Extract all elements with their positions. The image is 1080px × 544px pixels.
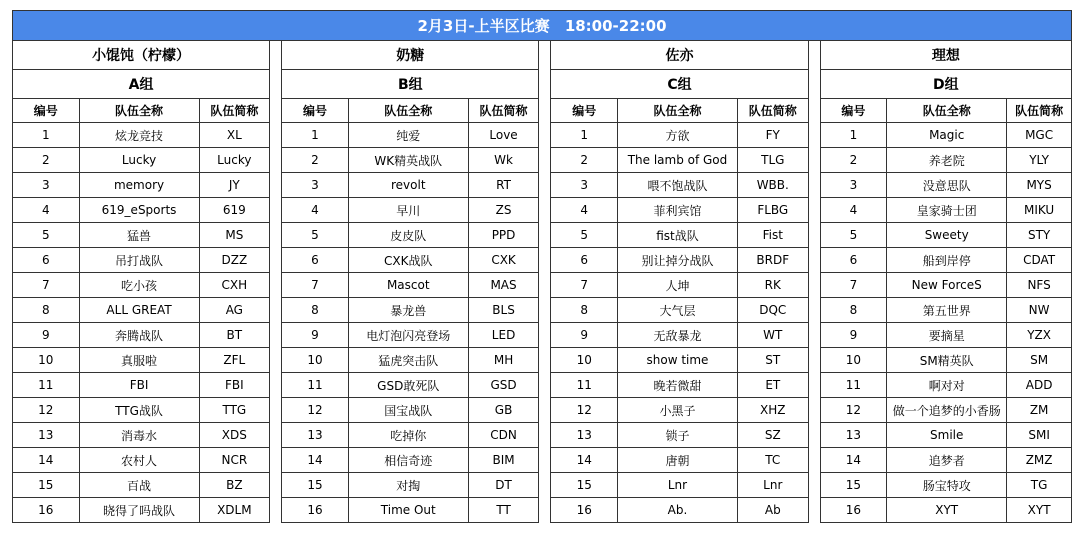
group-separator: [539, 423, 551, 448]
schedule-body: [13, 11, 1072, 523]
team-number: 8: [13, 298, 80, 323]
team-full-name: 皮皮队: [348, 223, 468, 248]
group-separator: [539, 448, 551, 473]
table-row: [13, 423, 1072, 448]
team-number: 4: [551, 198, 618, 223]
team-short-name: BLS: [468, 298, 539, 323]
group-separator: [808, 398, 820, 423]
group-separator: [808, 298, 820, 323]
group-separator: [808, 323, 820, 348]
column-header-row: [13, 99, 1072, 123]
team-short-name: STY: [1007, 223, 1072, 248]
team-full-name: memory: [79, 173, 199, 198]
team-number: 15: [820, 473, 887, 498]
group-owner: 小馄饨（柠檬）: [13, 41, 270, 70]
group-name: A组: [13, 70, 270, 99]
team-full-name: 大气层: [617, 298, 737, 323]
team-short-name: MGC: [1007, 123, 1072, 148]
team-short-name: XDLM: [199, 498, 270, 523]
team-short-name: ST: [737, 348, 808, 373]
team-number: 6: [820, 248, 887, 273]
team-short-name: NCR: [199, 448, 270, 473]
team-short-name: Fist: [737, 223, 808, 248]
title-row: [13, 11, 1072, 41]
team-full-name: 第五世界: [887, 298, 1007, 323]
group-separator: [539, 298, 551, 323]
team-number: 10: [820, 348, 887, 373]
table-row: [13, 348, 1072, 373]
team-full-name: 晚若微甜: [617, 373, 737, 398]
group-separator: [270, 198, 282, 223]
team-number: 6: [282, 248, 349, 273]
team-short-name: TT: [468, 498, 539, 523]
group-separator: [808, 423, 820, 448]
group-separator: [270, 498, 282, 523]
team-number: 1: [13, 123, 80, 148]
team-number: 12: [13, 398, 80, 423]
team-full-name: 619_eSports: [79, 198, 199, 223]
team-number: 11: [551, 373, 618, 398]
team-short-name: LED: [468, 323, 539, 348]
schedule-table: [12, 10, 1072, 523]
team-number: 6: [13, 248, 80, 273]
team-number: 3: [820, 173, 887, 198]
team-full-name: CXK战队: [348, 248, 468, 273]
team-full-name: 猛兽: [79, 223, 199, 248]
team-short-name: GSD: [468, 373, 539, 398]
team-short-name: MAS: [468, 273, 539, 298]
team-full-name: 国宝战队: [348, 398, 468, 423]
group-name: B组: [282, 70, 539, 99]
team-full-name: 奔腾战队: [79, 323, 199, 348]
team-short-name: RT: [468, 173, 539, 198]
team-full-name: GSD敢死队: [348, 373, 468, 398]
team-short-name: ZMZ: [1007, 448, 1072, 473]
team-number: 13: [551, 423, 618, 448]
team-number: 6: [551, 248, 618, 273]
team-full-name: 早川: [348, 198, 468, 223]
group-separator: [270, 99, 282, 123]
group-separator: [808, 223, 820, 248]
team-short-name: RK: [737, 273, 808, 298]
team-full-name: 吃掉你: [348, 423, 468, 448]
team-number: 3: [551, 173, 618, 198]
team-full-name: 锁子: [617, 423, 737, 448]
team-number: 2: [282, 148, 349, 173]
table-row: [13, 148, 1072, 173]
team-number: 2: [551, 148, 618, 173]
team-short-name: FLBG: [737, 198, 808, 223]
team-number: 10: [13, 348, 80, 373]
group-separator: [808, 41, 820, 70]
team-short-name: TLG: [737, 148, 808, 173]
team-full-name: 做一个追梦的小香肠: [887, 398, 1007, 423]
team-short-name: Ab: [737, 498, 808, 523]
team-short-name: ZS: [468, 198, 539, 223]
team-short-name: XHZ: [737, 398, 808, 423]
group-separator: [539, 41, 551, 70]
group-separator: [270, 148, 282, 173]
column-header-number: 编号: [282, 99, 349, 123]
team-short-name: ZFL: [199, 348, 270, 373]
table-row: [13, 373, 1072, 398]
column-header-number: 编号: [820, 99, 887, 123]
team-number: 13: [13, 423, 80, 448]
group-separator: [808, 173, 820, 198]
team-number: 4: [282, 198, 349, 223]
column-header-full-name: 队伍全称: [887, 99, 1007, 123]
team-full-name: FBI: [79, 373, 199, 398]
team-full-name: 电灯泡闪亮登场: [348, 323, 468, 348]
table-row: [13, 123, 1072, 148]
team-number: 12: [820, 398, 887, 423]
group-separator: [270, 398, 282, 423]
group-owner: 理想: [820, 41, 1071, 70]
group-owner: 佐亦: [551, 41, 808, 70]
column-header-full-name: 队伍全称: [617, 99, 737, 123]
team-full-name: 船到岸停: [887, 248, 1007, 273]
team-short-name: CDAT: [1007, 248, 1072, 273]
team-number: 4: [820, 198, 887, 223]
team-short-name: ET: [737, 373, 808, 398]
team-short-name: NW: [1007, 298, 1072, 323]
team-full-name: 啊对对: [887, 373, 1007, 398]
team-full-name: Sweety: [887, 223, 1007, 248]
team-number: 3: [282, 173, 349, 198]
group-separator: [808, 498, 820, 523]
column-header-short-name: 队伍简称: [468, 99, 539, 123]
group-separator: [808, 248, 820, 273]
team-full-name: 别让掉分战队: [617, 248, 737, 273]
group-separator: [539, 348, 551, 373]
team-short-name: YZX: [1007, 323, 1072, 348]
column-header-full-name: 队伍全称: [348, 99, 468, 123]
team-full-name: 猛虎突击队: [348, 348, 468, 373]
group-separator: [270, 173, 282, 198]
group-separator: [539, 123, 551, 148]
table-row: [13, 248, 1072, 273]
column-header-number: 编号: [551, 99, 618, 123]
team-number: 2: [820, 148, 887, 173]
team-short-name: Love: [468, 123, 539, 148]
team-full-name: 暴龙兽: [348, 298, 468, 323]
team-short-name: CXK: [468, 248, 539, 273]
team-number: 8: [820, 298, 887, 323]
team-short-name: TC: [737, 448, 808, 473]
team-short-name: FY: [737, 123, 808, 148]
team-short-name: PPD: [468, 223, 539, 248]
group-separator: [270, 373, 282, 398]
team-number: 9: [820, 323, 887, 348]
team-short-name: BT: [199, 323, 270, 348]
team-full-name: Lnr: [617, 473, 737, 498]
group-separator: [808, 448, 820, 473]
team-short-name: DT: [468, 473, 539, 498]
team-short-name: SM: [1007, 348, 1072, 373]
table-row: [13, 298, 1072, 323]
team-full-name: 晓得了吗战队: [79, 498, 199, 523]
group-name: D组: [820, 70, 1071, 99]
group-separator: [539, 373, 551, 398]
table-row: [13, 173, 1072, 198]
group-separator: [270, 448, 282, 473]
group-separator: [539, 99, 551, 123]
team-full-name: 纯爱: [348, 123, 468, 148]
group-separator: [270, 41, 282, 70]
team-full-name: The lamb of God: [617, 148, 737, 173]
team-short-name: BIM: [468, 448, 539, 473]
group-separator: [539, 198, 551, 223]
team-short-name: XDS: [199, 423, 270, 448]
team-short-name: GB: [468, 398, 539, 423]
team-short-name: SZ: [737, 423, 808, 448]
team-full-name: 吃小孩: [79, 273, 199, 298]
team-number: 13: [820, 423, 887, 448]
team-full-name: TTG战队: [79, 398, 199, 423]
team-full-name: 肠宝特攻: [887, 473, 1007, 498]
group-name-row: [13, 70, 1072, 99]
team-full-name: 菲利宾馆: [617, 198, 737, 223]
group-separator: [808, 473, 820, 498]
team-full-name: 皇家骑士团: [887, 198, 1007, 223]
team-short-name: ZM: [1007, 398, 1072, 423]
team-full-name: 真服啦: [79, 348, 199, 373]
team-full-name: XYT: [887, 498, 1007, 523]
team-full-name: fist战队: [617, 223, 737, 248]
team-number: 16: [282, 498, 349, 523]
team-number: 14: [551, 448, 618, 473]
column-header-full-name: 队伍全称: [79, 99, 199, 123]
team-number: 15: [282, 473, 349, 498]
team-full-name: 吊打战队: [79, 248, 199, 273]
table-row: [13, 223, 1072, 248]
team-full-name: 农村人: [79, 448, 199, 473]
team-full-name: 消毒水: [79, 423, 199, 448]
team-number: 11: [282, 373, 349, 398]
team-full-name: Magic: [887, 123, 1007, 148]
table-row: [13, 473, 1072, 498]
team-short-name: DZZ: [199, 248, 270, 273]
team-short-name: Wk: [468, 148, 539, 173]
team-number: 2: [13, 148, 80, 173]
team-short-name: WBB.: [737, 173, 808, 198]
team-number: 16: [820, 498, 887, 523]
team-full-name: 方欲: [617, 123, 737, 148]
team-full-name: 小黑子: [617, 398, 737, 423]
team-short-name: MH: [468, 348, 539, 373]
schedule-sheet: [12, 10, 1072, 523]
team-number: 14: [282, 448, 349, 473]
group-separator: [539, 473, 551, 498]
team-number: 12: [282, 398, 349, 423]
team-full-name: Ab.: [617, 498, 737, 523]
group-separator: [539, 223, 551, 248]
group-separator: [270, 423, 282, 448]
group-separator: [270, 298, 282, 323]
team-number: 8: [282, 298, 349, 323]
team-number: 11: [13, 373, 80, 398]
owner-row: [13, 41, 1072, 70]
group-separator: [270, 473, 282, 498]
table-row: [13, 448, 1072, 473]
team-number: 13: [282, 423, 349, 448]
group-separator: [539, 173, 551, 198]
team-number: 1: [282, 123, 349, 148]
team-full-name: New ForceS: [887, 273, 1007, 298]
column-header-short-name: 队伍简称: [199, 99, 270, 123]
team-number: 16: [551, 498, 618, 523]
team-short-name: TG: [1007, 473, 1072, 498]
group-owner: 奶糖: [282, 41, 539, 70]
team-number: 5: [13, 223, 80, 248]
team-number: 7: [282, 273, 349, 298]
team-full-name: SM精英队: [887, 348, 1007, 373]
team-full-name: WK精英战队: [348, 148, 468, 173]
team-number: 1: [551, 123, 618, 148]
team-full-name: 人坤: [617, 273, 737, 298]
team-number: 9: [282, 323, 349, 348]
team-full-name: ALL GREAT: [79, 298, 199, 323]
group-separator: [808, 348, 820, 373]
group-separator: [539, 70, 551, 99]
table-row: [13, 398, 1072, 423]
group-separator: [539, 498, 551, 523]
team-short-name: SMI: [1007, 423, 1072, 448]
team-short-name: XL: [199, 123, 270, 148]
team-number: 5: [551, 223, 618, 248]
team-short-name: CDN: [468, 423, 539, 448]
team-full-name: 无敌暴龙: [617, 323, 737, 348]
team-number: 15: [551, 473, 618, 498]
team-number: 10: [551, 348, 618, 373]
team-full-name: Mascot: [348, 273, 468, 298]
title-time: 18:00-22:00: [564, 17, 667, 35]
team-short-name: MS: [199, 223, 270, 248]
team-number: 9: [13, 323, 80, 348]
group-separator: [539, 148, 551, 173]
group-separator: [270, 248, 282, 273]
team-short-name: YLY: [1007, 148, 1072, 173]
team-number: 8: [551, 298, 618, 323]
group-separator: [808, 373, 820, 398]
team-short-name: XYT: [1007, 498, 1072, 523]
group-separator: [539, 273, 551, 298]
column-header-short-name: 队伍简称: [737, 99, 808, 123]
table-row: [13, 498, 1072, 523]
team-short-name: MIKU: [1007, 198, 1072, 223]
group-separator: [539, 323, 551, 348]
column-header-number: 编号: [13, 99, 80, 123]
group-separator: [808, 148, 820, 173]
team-full-name: 相信奇迹: [348, 448, 468, 473]
team-full-name: 要摘星: [887, 323, 1007, 348]
team-number: 15: [13, 473, 80, 498]
team-full-name: Time Out: [348, 498, 468, 523]
group-separator: [808, 99, 820, 123]
team-number: 7: [551, 273, 618, 298]
team-full-name: 喂不饱战队: [617, 173, 737, 198]
team-full-name: 追梦者: [887, 448, 1007, 473]
table-row: [13, 198, 1072, 223]
group-separator: [270, 223, 282, 248]
group-separator: [539, 248, 551, 273]
team-full-name: 炫龙竞技: [79, 123, 199, 148]
team-number: 1: [820, 123, 887, 148]
team-number: 12: [551, 398, 618, 423]
team-full-name: 百战: [79, 473, 199, 498]
team-short-name: NFS: [1007, 273, 1072, 298]
team-short-name: AG: [199, 298, 270, 323]
title-date: 2月3日-上半区比赛: [417, 17, 550, 35]
team-full-name: Smile: [887, 423, 1007, 448]
team-short-name: BZ: [199, 473, 270, 498]
team-number: 14: [820, 448, 887, 473]
team-number: 7: [820, 273, 887, 298]
team-full-name: Lucky: [79, 148, 199, 173]
column-header-short-name: 队伍简称: [1007, 99, 1072, 123]
team-short-name: Lnr: [737, 473, 808, 498]
team-short-name: Lucky: [199, 148, 270, 173]
group-separator: [270, 70, 282, 99]
team-short-name: DQC: [737, 298, 808, 323]
team-number: 3: [13, 173, 80, 198]
team-number: 4: [13, 198, 80, 223]
team-number: 11: [820, 373, 887, 398]
team-short-name: BRDF: [737, 248, 808, 273]
team-full-name: 唐朝: [617, 448, 737, 473]
team-short-name: FBI: [199, 373, 270, 398]
team-short-name: 619: [199, 198, 270, 223]
team-short-name: WT: [737, 323, 808, 348]
team-short-name: CXH: [199, 273, 270, 298]
group-separator: [539, 398, 551, 423]
team-short-name: ADD: [1007, 373, 1072, 398]
team-number: 16: [13, 498, 80, 523]
team-short-name: JY: [199, 173, 270, 198]
team-number: 9: [551, 323, 618, 348]
team-number: 5: [820, 223, 887, 248]
team-number: 5: [282, 223, 349, 248]
team-number: 7: [13, 273, 80, 298]
sheet-title: [13, 11, 1072, 41]
group-separator: [808, 70, 820, 99]
group-separator: [808, 123, 820, 148]
group-separator: [270, 323, 282, 348]
group-name: C组: [551, 70, 808, 99]
team-full-name: 对掏: [348, 473, 468, 498]
group-separator: [270, 123, 282, 148]
group-separator: [270, 348, 282, 373]
table-row: [13, 323, 1072, 348]
team-full-name: show time: [617, 348, 737, 373]
team-short-name: MYS: [1007, 173, 1072, 198]
group-separator: [808, 273, 820, 298]
team-full-name: revolt: [348, 173, 468, 198]
group-separator: [808, 198, 820, 223]
team-number: 14: [13, 448, 80, 473]
team-short-name: TTG: [199, 398, 270, 423]
team-full-name: 养老院: [887, 148, 1007, 173]
team-number: 10: [282, 348, 349, 373]
table-row: [13, 273, 1072, 298]
group-separator: [270, 273, 282, 298]
team-full-name: 没意思队: [887, 173, 1007, 198]
